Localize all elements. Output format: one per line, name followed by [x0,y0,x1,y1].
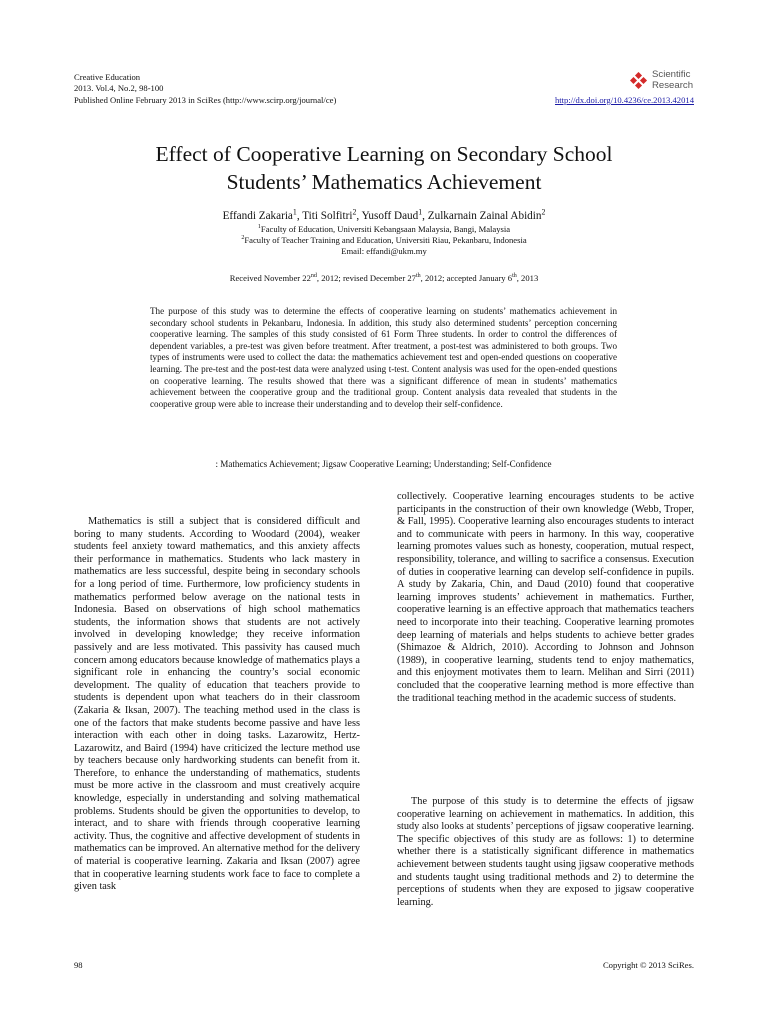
body-paragraph: The purpose of this study is to determine the effects of jigsaw cooperative learning on achievement in mathematics. In addition, this study also looks at students’ perceptions of jigsaw cooperative learning. The specific objectives of this study are as follows: 1) to determine whether there is a statistically significant difference in mathematics achievement between students taught using jigsaw cooperative methods and students taught using traditional methods and 2) to determine the perceptions of students when they are exposed to jigsaw cooperative learning. [397,796,694,908]
scientific-research-logo [630,70,710,94]
author-list: Effandi Zakaria$^1$, Titi Solfitri$^2$, Yusoff Daud$^1$, Zulkarnain Zainal Abidin$^2$ [222,207,546,222]
received-dates: Received November 22nd, 2012; revised December 27th, 2012; accepted January 6th, 2013 [229,273,539,283]
logo-text: Scientific Research [652,69,694,91]
doi-link[interactable]: http://dx.doi.org/10.4236/ce.2013.42014 [554,95,694,105]
publication-info: Published Online February 2013 in SciRes (http://www.scirp.org/journal/ce) [74,94,337,105]
body-column-left [74,516,360,894]
abstract: The purpose of this study was to determine the effects of cooperative learning on students’ mathematics achievement in secondary school students in Pekanbaru, Indonesia. In addition, this study also determined students’ perception concerning cooperative learning. The samples of this study consisted of 61 Form Three students. In order to control the differences of dependent variables, a pre-test was given before treatment. After treatment, a post-test was administered to both groups. Two types of instruments were used to collect the data: the mathematics achievement test and open-ended questions on cooperative learning. The pre-test and the post-test data were analyzed using t-test. Content analysis was used for the open-ended questions on cooperative learning. The results showed that there was a significant difference of mean in students’ mathematics achievement between the cooperative group and the traditional group. Content analysis data revealed that students in the cooperative group were able to increase their understanding and to develop their self-confidence. [150,306,617,409]
body-paragraph: collectively. Cooperative learning encourages students to be active participants in the construction of their own knowledge (Webb, Troper, & Fall, 1995). Cooperative learning also encourages students to interact and to communicate with peers in harmony. In this way, cooperative learning promotes values such as honesty, cooperation, mutual respect, responsibility, tolerance, and willing to sacrifice a consensus. Execution of duties in cooperative learning can develop self-confidence in pupils. A study by Zakaria, Chin, and Daud (2010) found that cooperative learning improves students’ achievement in mathematics. Further, cooperative learning is an effective approach that mathematics teachers need to incorporate into their teaching. Cooperative learning promotes deep learning of materials and helps students to achieve better grades (Shimazoe & Aldrich, 2010). According to Johnson and Johnson (1989), in cooperative learning, students tend to enjoy mathematics, and this enjoyment motivates them to learn. Melihan and Sirri (2011) concluded that the cooperative learning method is more effective than the traditional teaching method in the academic success of students. [397,491,694,704]
affiliations [70,224,698,258]
author-email: Email: effandi@ukm.my [341,246,427,257]
logo-mark-icon [630,72,648,90]
body-column-right-top [397,491,694,705]
body-paragraph: Mathematics is still a subject that is considered difficult and boring to many students. According to Woodard (2004), weaker students feel anxiety toward mathematics, and this anxiety affects their performance in mathematics. Students who lack mastery in mathematics are less successful, despite being in secondary schools for a long period of time. Furthermore, low proficiency students in mathematics performed below average on the national tests in Indonesia. Based on observations of high school mathematics students, the information shows that students are not actively involved in developing knowledge; they receive information passively and are less motivated. This passivity has caused much concern among educators because knowledge of mathematics plays a significant role in enhancing the country’s social economic development. The quality of education that teachers provide to students is dependent upon what teachers do in their classroom (Zakaria & Iksan, 2007). The teaching method used in the class is one of the factors that make students become passive and have less interaction with each other in doing tasks. Lazarowitz, Hertz-Lazarowitz, and Baird (1994) have criticized the lecture method use by teachers because only hardworking students can benefit from it. Therefore, to enhance the understanding of mathematics, students must be more active in the classroom and must creatively acquire knowledge, especially in understanding and solving mathematical problems. Students should be given the opportunities to develop, to interact, and to share with friends through cooperative learning activity. Thus, the cognitive and affective development of students in mathematics can be improved. An alternative method for the delivery of material is cooperative learning. Zakaria and Iksan (2007) agree that in cooperative learning students work face to face to complete a given task [74,516,360,893]
copyright: Copyright © 2013 SciRes. [602,960,694,970]
page-number: 98 [74,960,83,970]
journal-volume: 2013. Vol.4, No.2, 98-100 [74,83,164,94]
affiliation-1: $^1$Faculty of Education, Universiti Kebangsaan Malaysia, Bangi, Malaysia [257,224,511,234]
journal-header [74,72,336,106]
paper-title: Effect of Cooperative Learning on Secondary School Students’ Mathematics Achievement [155,142,613,194]
body-column-right-bottom [397,796,694,909]
keywords: : Mathematics Achievement; Jigsaw Cooperative Learning; Understanding; Self-Confidence [215,459,552,469]
journal-name: Creative Education [74,72,141,82]
affiliation-2: $^2$Faculty of Teacher Training and Education, Universiti Riau, Pekanbaru, Indonesia [241,235,527,246]
